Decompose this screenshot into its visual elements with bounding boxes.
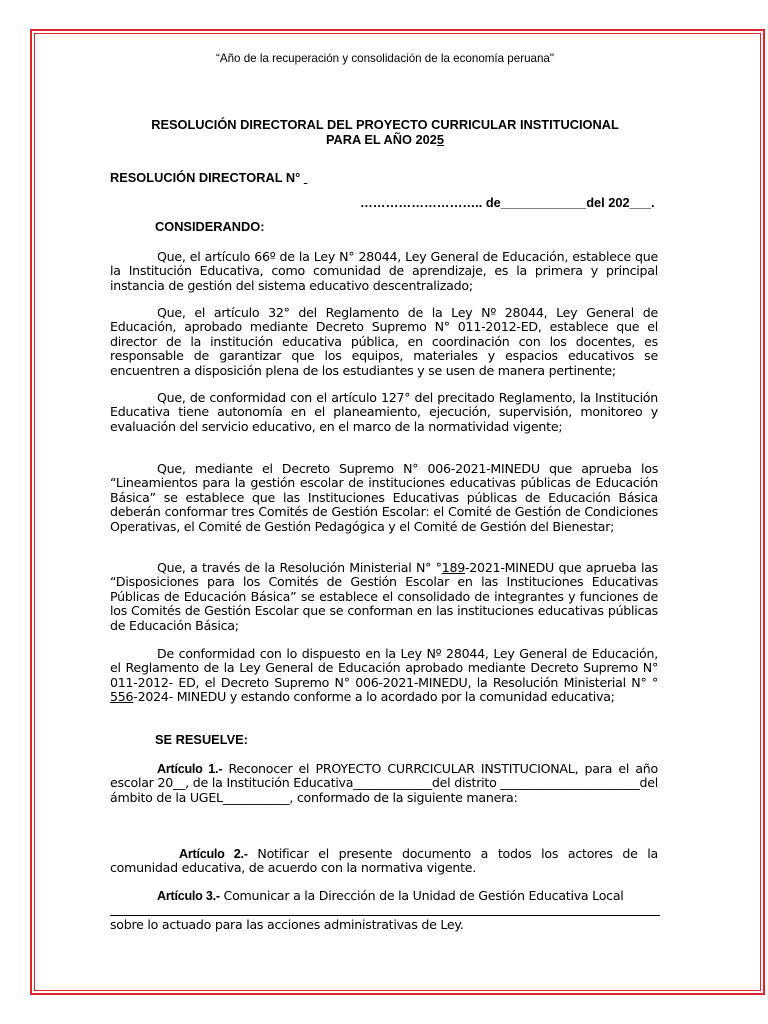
title-year-digit: 5 (436, 132, 445, 147)
paragraph-1: Que, el artículo 66º de la Ley N° 28044, Ley General de Educación, establece que la Institución Educativa, como comunidad de aprendizaje, es la primera y principal instancia de gestión del sistema educativo descentralizado; (110, 249, 658, 293)
paragraph-4: Que, mediante el Decreto Supremo N° 006-2021-MINEDU que aprueba los “Lineamientos para la gestión escolar de instituciones educativas públicas de Educación Básica” se establece que las Instituciones Educativas públicas de Educación Básica deberán conformar tres Comités de Gestión Escolar: el Comité de Gestión de Condiciones Operativas, el Comité de Gestión Pedagógica y el Comité de Gestión del Bienestar; (110, 461, 658, 534)
article-3-underline (110, 915, 660, 916)
year-motto: “Año de la recuperación y consolidación de la economía peruana" (216, 52, 554, 65)
article-1: Artículo 1.- Reconocer el PROYECTO CURRCICULAR INSTITUCIONAL, para el año escolar 20__, de la Institución Educativa_____________del distrito _______________________del ámbito de la UGEL___________, conformado de la siguiente manera: (110, 761, 658, 805)
document-title (110, 117, 660, 147)
paragraph-5: Que, a través de la Resolución Ministerial N° °189-2021-MINEDU que aprueba las “Disposiciones para los Comités de Gestión Escolar en las Instituciones Educativas Públicas de Educación Básica” se establece el consolidado de integrantes y funciones de los Comités de Gestión Escolar que se conforman en las instituciones educativas públicas de Educación Básica; (110, 560, 658, 633)
resolution-number-blank (304, 170, 308, 185)
paragraph-6: De conformidad con lo dispuesto en la Ley Nº 28044, Ley General de Educación, el Reglamento de la Ley General de Educación aprobado mediante Decreto Supremo N° 011-2012- ED, el Decreto Supremo N° 006-2021-MINEDU, la Resolución Ministerial N° ° 556-2024- MINEDU y estando conforme a lo acordado por la comunidad educativa; (110, 646, 658, 705)
title-line-1: RESOLUCIÓN DIRECTORAL DEL PROYECTO CURRICULAR INSTITUCIONAL (151, 117, 619, 132)
article-3: Artículo 3.- Comunicar a la Dirección de la Unidad de Gestión Educativa Local (157, 888, 624, 903)
date-line: ……………………….. de____________del 202___. (360, 195, 655, 210)
paragraph-3: Que, de conformidad con el artículo 127° del precitado Reglamento, la Institución Educativa tiene autonomía en el planeamiento, ejecución, supervisión, monitoreo y evaluación del servicio educativo, en el marco de la normatividad vigente; (110, 390, 658, 434)
title-line-2: PARA EL AÑO 2025 (325, 132, 445, 147)
paragraph-2: Que, el artículo 32° del Reglamento de la Ley Nº 28044, Ley General de Educación, aprobado mediante Decreto Supremo N° 011-2012-ED, establece que el director de la institución educativa pública, en coordinación con los docentes, es responsable de garantizar que los equipos, materiales y espacios educativos se encuentren a disposición plena de los estudiantes y se usen de manera pertinente; (110, 305, 658, 378)
considerando-heading: CONSIDERANDO: (155, 219, 265, 234)
resolution-number: RESOLUCIÓN DIRECTORAL N° (110, 170, 307, 185)
se-resuelve-heading: SE RESUELVE: (155, 732, 248, 747)
article-2: Artículo 2.- Notificar el presente documento a todos los actores de la comunidad educativa, de acuerdo con la normativa vigente. (110, 846, 658, 876)
article-3-continuation: sobre lo actuado para las acciones administrativas de Ley. (110, 917, 464, 932)
